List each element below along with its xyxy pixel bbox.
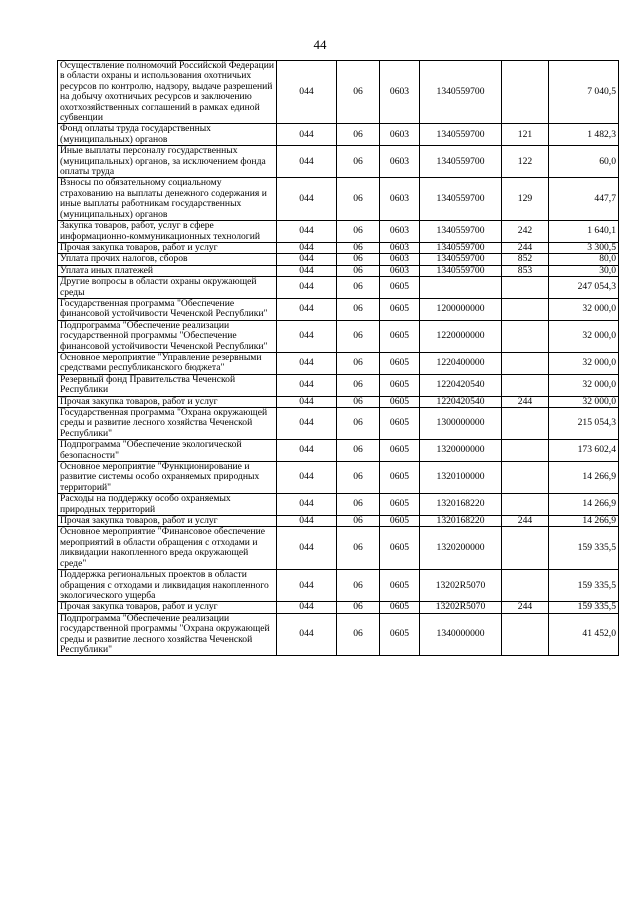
cell-description: Подпрограмма "Обеспечение экологической безопасности" bbox=[58, 440, 277, 462]
cell-expense-type bbox=[502, 298, 549, 320]
cell-subsection-code: 0605 bbox=[380, 320, 420, 352]
table-row bbox=[58, 570, 619, 602]
cell-subsection-code: 0605 bbox=[380, 374, 420, 396]
cell-description: Расходы на поддержку особо охраняемых природных территорий bbox=[58, 494, 277, 516]
cell-department-code: 044 bbox=[277, 602, 337, 613]
cell-description: Основное мероприятие "Управление резервными средствами республиканского бюджета" bbox=[58, 352, 277, 374]
cell-department-code: 044 bbox=[277, 178, 337, 221]
table-row bbox=[58, 440, 619, 462]
cell-subsection-code: 0603 bbox=[380, 242, 420, 253]
table-row bbox=[58, 396, 619, 407]
cell-expense-type bbox=[502, 277, 549, 299]
cell-subsection-code: 0605 bbox=[380, 494, 420, 516]
cell-description: Прочая закупка товаров, работ и услуг bbox=[58, 516, 277, 527]
table-row bbox=[58, 602, 619, 613]
cell-section-code: 06 bbox=[337, 221, 380, 243]
table-row bbox=[58, 613, 619, 656]
cell-section-code: 06 bbox=[337, 277, 380, 299]
cell-expense-type: 852 bbox=[502, 254, 549, 265]
cell-expense-type bbox=[502, 408, 549, 440]
cell-target-article: 1340559700 bbox=[420, 221, 502, 243]
cell-subsection-code: 0605 bbox=[380, 613, 420, 656]
budget-table bbox=[57, 60, 619, 656]
cell-department-code: 044 bbox=[277, 462, 337, 494]
cell-description: Основное мероприятие "Финансовое обеспечение мероприятий в области обращения с отходами и ликвидации накопленного вреда окружающей среде" bbox=[58, 527, 277, 570]
cell-department-code: 044 bbox=[277, 440, 337, 462]
cell-description: Взносы по обязательному социальному страхованию на выплаты денежного содержания и иные выплаты работникам государственных (муниципальных) органов bbox=[58, 178, 277, 221]
cell-amount: 159 335,5 bbox=[549, 527, 619, 570]
cell-target-article: 1340000000 bbox=[420, 613, 502, 656]
cell-description: Уплата иных платежей bbox=[58, 265, 277, 276]
cell-description: Основное мероприятие "Функционирование и развитие системы особо охраняемых природных территорий" bbox=[58, 462, 277, 494]
cell-department-code: 044 bbox=[277, 494, 337, 516]
cell-target-article: 1340559700 bbox=[420, 61, 502, 124]
cell-description: Государственная программа "Обеспечение финансовой устойчивости Чеченской Республики" bbox=[58, 298, 277, 320]
cell-target-article: 1340559700 bbox=[420, 124, 502, 146]
cell-department-code: 044 bbox=[277, 298, 337, 320]
cell-expense-type bbox=[502, 570, 549, 602]
table-row bbox=[58, 516, 619, 527]
cell-expense-type bbox=[502, 462, 549, 494]
cell-department-code: 044 bbox=[277, 265, 337, 276]
cell-section-code: 06 bbox=[337, 265, 380, 276]
cell-amount: 32 000,0 bbox=[549, 374, 619, 396]
cell-amount: 41 452,0 bbox=[549, 613, 619, 656]
cell-amount: 80,0 bbox=[549, 254, 619, 265]
cell-expense-type: 242 bbox=[502, 221, 549, 243]
cell-expense-type: 244 bbox=[502, 242, 549, 253]
cell-target-article: 1340559700 bbox=[420, 178, 502, 221]
cell-expense-type bbox=[502, 320, 549, 352]
cell-subsection-code: 0605 bbox=[380, 408, 420, 440]
cell-target-article: 13202R5070 bbox=[420, 602, 502, 613]
cell-department-code: 044 bbox=[277, 374, 337, 396]
cell-target-article: 1320100000 bbox=[420, 462, 502, 494]
table-row bbox=[58, 374, 619, 396]
cell-target-article: 1220000000 bbox=[420, 320, 502, 352]
cell-amount: 30,0 bbox=[549, 265, 619, 276]
cell-department-code: 044 bbox=[277, 527, 337, 570]
cell-expense-type: 244 bbox=[502, 516, 549, 527]
cell-expense-type: 244 bbox=[502, 396, 549, 407]
cell-subsection-code: 0605 bbox=[380, 352, 420, 374]
cell-section-code: 06 bbox=[337, 320, 380, 352]
page-number: 44 bbox=[313, 37, 327, 52]
cell-department-code: 044 bbox=[277, 124, 337, 146]
cell-section-code: 06 bbox=[337, 61, 380, 124]
cell-department-code: 044 bbox=[277, 570, 337, 602]
table-row bbox=[58, 320, 619, 352]
cell-description: Закупка товаров, работ, услуг в сфере информационно-коммуникационных технологий bbox=[58, 221, 277, 243]
cell-amount: 32 000,0 bbox=[549, 396, 619, 407]
cell-target-article bbox=[420, 277, 502, 299]
cell-department-code: 044 bbox=[277, 396, 337, 407]
cell-target-article: 1340559700 bbox=[420, 242, 502, 253]
cell-department-code: 044 bbox=[277, 277, 337, 299]
cell-description: Уплата прочих налогов, сборов bbox=[58, 254, 277, 265]
cell-section-code: 06 bbox=[337, 396, 380, 407]
cell-target-article: 1220420540 bbox=[420, 374, 502, 396]
table-row bbox=[58, 277, 619, 299]
cell-subsection-code: 0605 bbox=[380, 298, 420, 320]
cell-description: Осуществление полномочий Российской Федерации в области охраны и использования охотничьих ресурсов по контролю, надзору, выдаче разрешений на добычу охотничьих ресурсов и заключению охотхозяйственных соглашений в рамках единой субвенции bbox=[58, 61, 277, 124]
cell-description: Подпрограмма "Обеспечение реализации государственной программы "Охрана окружающей среды и развитие лесного хозяйства Чеченской Республики" bbox=[58, 613, 277, 656]
cell-amount: 32 000,0 bbox=[549, 352, 619, 374]
table-row bbox=[58, 61, 619, 124]
cell-expense-type bbox=[502, 61, 549, 124]
cell-expense-type bbox=[502, 352, 549, 374]
cell-target-article: 1340559700 bbox=[420, 265, 502, 276]
cell-expense-type bbox=[502, 374, 549, 396]
table-row bbox=[58, 146, 619, 178]
cell-subsection-code: 0603 bbox=[380, 61, 420, 124]
cell-amount: 14 266,9 bbox=[549, 462, 619, 494]
cell-subsection-code: 0603 bbox=[380, 124, 420, 146]
cell-expense-type: 244 bbox=[502, 602, 549, 613]
cell-department-code: 044 bbox=[277, 352, 337, 374]
table-row bbox=[58, 462, 619, 494]
cell-description: Иные выплаты персоналу государственных (муниципальных) органов, за исключением фонда оплаты труда bbox=[58, 146, 277, 178]
cell-amount: 14 266,9 bbox=[549, 494, 619, 516]
cell-section-code: 06 bbox=[337, 570, 380, 602]
cell-expense-type: 121 bbox=[502, 124, 549, 146]
cell-description: Фонд оплаты труда государственных (муниципальных) органов bbox=[58, 124, 277, 146]
cell-section-code: 06 bbox=[337, 146, 380, 178]
cell-section-code: 06 bbox=[337, 602, 380, 613]
cell-section-code: 06 bbox=[337, 298, 380, 320]
cell-section-code: 06 bbox=[337, 254, 380, 265]
cell-amount: 14 266,9 bbox=[549, 516, 619, 527]
cell-section-code: 06 bbox=[337, 462, 380, 494]
cell-amount: 447,7 bbox=[549, 178, 619, 221]
cell-subsection-code: 0605 bbox=[380, 277, 420, 299]
cell-department-code: 044 bbox=[277, 254, 337, 265]
cell-section-code: 06 bbox=[337, 494, 380, 516]
cell-expense-type: 122 bbox=[502, 146, 549, 178]
cell-subsection-code: 0605 bbox=[380, 462, 420, 494]
cell-amount: 60,0 bbox=[549, 146, 619, 178]
cell-target-article: 1320168220 bbox=[420, 494, 502, 516]
cell-expense-type bbox=[502, 440, 549, 462]
cell-target-article: 1300000000 bbox=[420, 408, 502, 440]
cell-subsection-code: 0603 bbox=[380, 221, 420, 243]
cell-section-code: 06 bbox=[337, 516, 380, 527]
cell-section-code: 06 bbox=[337, 124, 380, 146]
cell-description: Прочая закупка товаров, работ и услуг bbox=[58, 396, 277, 407]
cell-amount: 32 000,0 bbox=[549, 320, 619, 352]
cell-description: Прочая закупка товаров, работ и услуг bbox=[58, 242, 277, 253]
table-row bbox=[58, 254, 619, 265]
cell-section-code: 06 bbox=[337, 613, 380, 656]
cell-amount: 247 054,3 bbox=[549, 277, 619, 299]
cell-expense-type: 853 bbox=[502, 265, 549, 276]
table-row bbox=[58, 124, 619, 146]
cell-description: Резервный фонд Правительства Чеченской Республики bbox=[58, 374, 277, 396]
cell-section-code: 06 bbox=[337, 408, 380, 440]
cell-department-code: 044 bbox=[277, 613, 337, 656]
cell-target-article: 1320200000 bbox=[420, 527, 502, 570]
cell-expense-type bbox=[502, 494, 549, 516]
cell-department-code: 044 bbox=[277, 408, 337, 440]
cell-subsection-code: 0603 bbox=[380, 265, 420, 276]
cell-subsection-code: 0605 bbox=[380, 570, 420, 602]
cell-section-code: 06 bbox=[337, 440, 380, 462]
cell-amount: 173 602,4 bbox=[549, 440, 619, 462]
table-row bbox=[58, 242, 619, 253]
cell-subsection-code: 0603 bbox=[380, 178, 420, 221]
cell-description: Прочая закупка товаров, работ и услуг bbox=[58, 602, 277, 613]
cell-subsection-code: 0603 bbox=[380, 254, 420, 265]
table-row bbox=[58, 221, 619, 243]
cell-target-article: 1320000000 bbox=[420, 440, 502, 462]
cell-expense-type bbox=[502, 527, 549, 570]
cell-subsection-code: 0603 bbox=[380, 146, 420, 178]
table-row bbox=[58, 178, 619, 221]
cell-target-article: 1340559700 bbox=[420, 254, 502, 265]
cell-department-code: 044 bbox=[277, 61, 337, 124]
cell-target-article: 1340559700 bbox=[420, 146, 502, 178]
cell-target-article: 1220400000 bbox=[420, 352, 502, 374]
cell-amount: 3 300,5 bbox=[549, 242, 619, 253]
cell-amount: 159 335,5 bbox=[549, 570, 619, 602]
table-row bbox=[58, 494, 619, 516]
cell-amount: 7 040,5 bbox=[549, 61, 619, 124]
cell-expense-type: 129 bbox=[502, 178, 549, 221]
cell-description: Государственная программа "Охрана окружающей среды и развитие лесного хозяйства Чеченской Республики" bbox=[58, 408, 277, 440]
table-row bbox=[58, 298, 619, 320]
cell-amount: 1 482,3 bbox=[549, 124, 619, 146]
cell-section-code: 06 bbox=[337, 374, 380, 396]
cell-amount: 1 640,1 bbox=[549, 221, 619, 243]
cell-subsection-code: 0605 bbox=[380, 396, 420, 407]
table-row bbox=[58, 265, 619, 276]
cell-section-code: 06 bbox=[337, 352, 380, 374]
cell-section-code: 06 bbox=[337, 242, 380, 253]
cell-department-code: 044 bbox=[277, 146, 337, 178]
cell-section-code: 06 bbox=[337, 527, 380, 570]
cell-subsection-code: 0605 bbox=[380, 440, 420, 462]
cell-amount: 215 054,3 bbox=[549, 408, 619, 440]
table-row bbox=[58, 527, 619, 570]
cell-target-article: 13202R5070 bbox=[420, 570, 502, 602]
cell-amount: 159 335,5 bbox=[549, 602, 619, 613]
table-row bbox=[58, 408, 619, 440]
table-row bbox=[58, 352, 619, 374]
cell-subsection-code: 0605 bbox=[380, 516, 420, 527]
cell-expense-type bbox=[502, 613, 549, 656]
cell-target-article: 1220420540 bbox=[420, 396, 502, 407]
cell-department-code: 044 bbox=[277, 320, 337, 352]
cell-section-code: 06 bbox=[337, 178, 380, 221]
cell-description: Другие вопросы в области охраны окружающей среды bbox=[58, 277, 277, 299]
cell-description: Поддержка региональных проектов в области обращения с отходами и ликвидация накопленного экологического ущерба bbox=[58, 570, 277, 602]
cell-description: Подпрограмма "Обеспечение реализации государственной программы "Обеспечение финансовой устойчивости Чеченской Республики" bbox=[58, 320, 277, 352]
cell-target-article: 1320168220 bbox=[420, 516, 502, 527]
cell-target-article: 1200000000 bbox=[420, 298, 502, 320]
cell-department-code: 044 bbox=[277, 221, 337, 243]
cell-department-code: 044 bbox=[277, 242, 337, 253]
cell-subsection-code: 0605 bbox=[380, 527, 420, 570]
cell-amount: 32 000,0 bbox=[549, 298, 619, 320]
cell-department-code: 044 bbox=[277, 516, 337, 527]
cell-subsection-code: 0605 bbox=[380, 602, 420, 613]
